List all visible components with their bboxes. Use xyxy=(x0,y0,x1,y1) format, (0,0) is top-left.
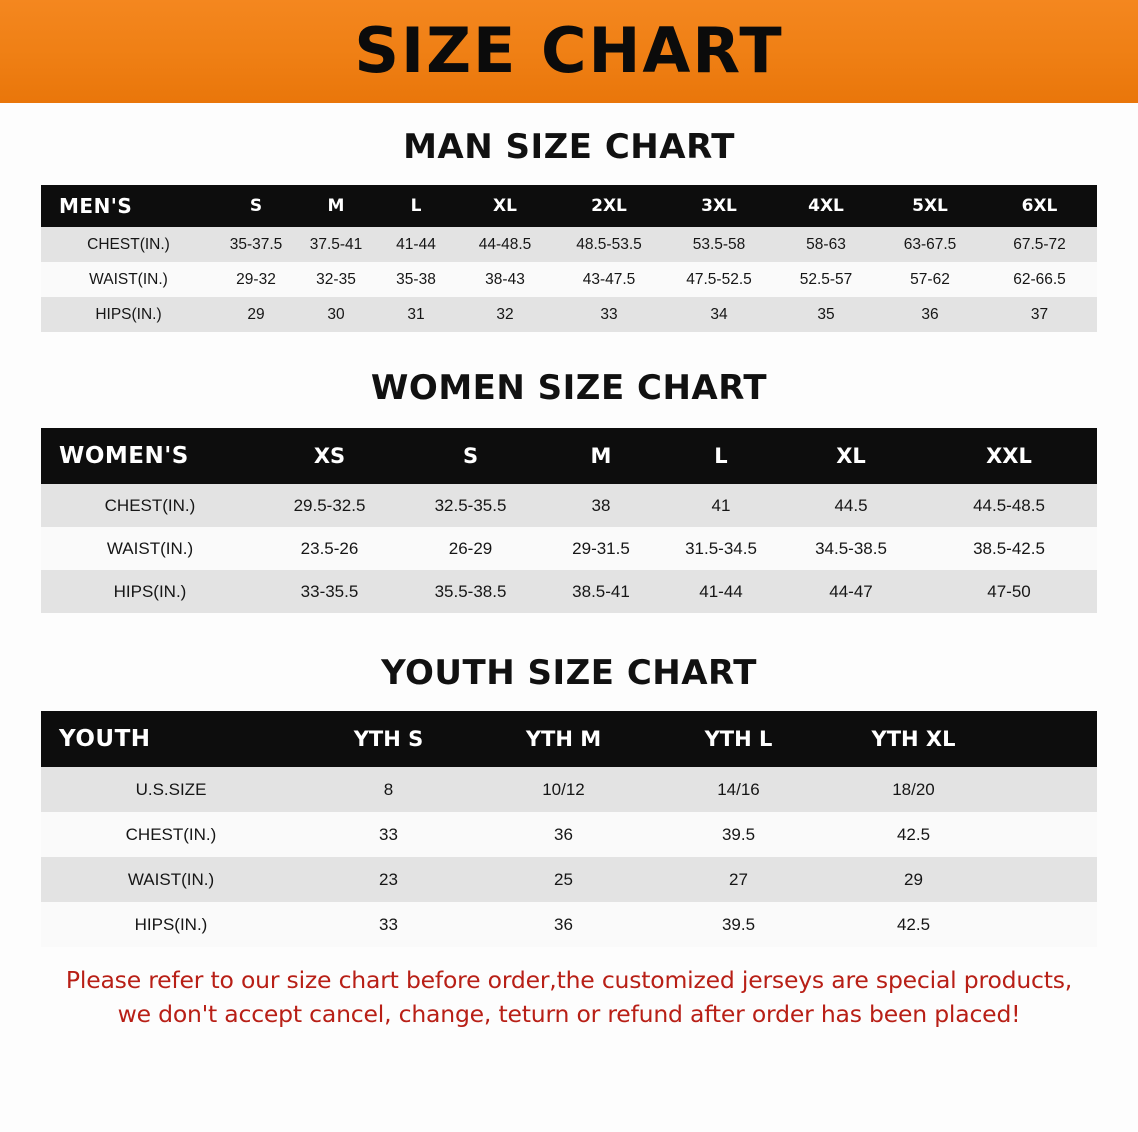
table-cell: 29 xyxy=(826,857,1001,902)
table-cell: 30 xyxy=(296,297,376,332)
man-header-cell: 5XL xyxy=(878,185,982,227)
row-label: WAIST(IN.) xyxy=(41,262,216,297)
disclaimer-line-1: Please refer to our size chart before order,the customized jerseys are special products, xyxy=(65,966,1073,994)
table-cell: 26-29 xyxy=(400,527,541,570)
table-cell: 35-37.5 xyxy=(216,227,296,262)
women-header-cell: M xyxy=(541,428,661,484)
row-label: HIPS(IN.) xyxy=(41,297,216,332)
youth-table-header-row xyxy=(41,711,1097,767)
table-cell: 41-44 xyxy=(376,227,456,262)
man-size-table xyxy=(41,185,1097,332)
women-header-cell: XL xyxy=(781,428,921,484)
table-cell: 36 xyxy=(878,297,982,332)
man-size-table-wrap xyxy=(41,185,1097,332)
man-header-cell: S xyxy=(216,185,296,227)
table-cell: 63-67.5 xyxy=(878,227,982,262)
table-cell: 39.5 xyxy=(651,812,826,857)
table-cell: 44-47 xyxy=(781,570,921,613)
row-label: CHEST(IN.) xyxy=(41,484,259,527)
women-header-cell: XS xyxy=(259,428,400,484)
man-header-cell: L xyxy=(376,185,456,227)
table-cell: 23 xyxy=(301,857,476,902)
table-row xyxy=(41,297,1097,332)
man-header-cell: XL xyxy=(456,185,554,227)
table-cell: 41-44 xyxy=(661,570,781,613)
table-cell: 43-47.5 xyxy=(554,262,664,297)
table-cell: 41 xyxy=(661,484,781,527)
table-cell: 42.5 xyxy=(826,812,1001,857)
table-cell: 32 xyxy=(456,297,554,332)
table-cell: 47.5-52.5 xyxy=(664,262,774,297)
table-row xyxy=(41,902,1097,947)
table-cell: 32.5-35.5 xyxy=(400,484,541,527)
table-row xyxy=(41,484,1097,527)
man-header-cell: MEN'S xyxy=(41,185,216,227)
man-header-cell: 2XL xyxy=(554,185,664,227)
women-header-cell: WOMEN'S xyxy=(41,428,259,484)
table-cell: 36 xyxy=(476,902,651,947)
table-cell: 48.5-53.5 xyxy=(554,227,664,262)
table-cell: 67.5-72 xyxy=(982,227,1097,262)
youth-size-table-wrap xyxy=(41,711,1097,947)
table-row xyxy=(41,262,1097,297)
table-cell: 52.5-57 xyxy=(774,262,878,297)
youth-size-table xyxy=(41,711,1097,947)
table-cell: 18/20 xyxy=(826,767,1001,812)
man-header-cell: 4XL xyxy=(774,185,878,227)
row-label: U.S.SIZE xyxy=(41,767,301,812)
table-cell-spacer xyxy=(1001,857,1097,902)
table-cell: 37 xyxy=(982,297,1097,332)
row-label: HIPS(IN.) xyxy=(41,902,301,947)
table-cell: 34.5-38.5 xyxy=(781,527,921,570)
table-cell: 35 xyxy=(774,297,878,332)
table-cell: 31 xyxy=(376,297,456,332)
table-cell-spacer xyxy=(1001,902,1097,947)
row-label: CHEST(IN.) xyxy=(41,227,216,262)
table-cell: 23.5-26 xyxy=(259,527,400,570)
table-cell: 8 xyxy=(301,767,476,812)
table-cell: 42.5 xyxy=(826,902,1001,947)
women-section-title: WOMEN SIZE CHART xyxy=(370,368,768,408)
disclaimer-line-2: we don't accept cancel, change, teturn or refund after order has been placed! xyxy=(117,1000,1021,1029)
table-cell: 25 xyxy=(476,857,651,902)
man-section-title: MAN SIZE CHART xyxy=(403,127,735,167)
women-size-table-wrap xyxy=(41,428,1097,613)
banner xyxy=(0,0,1138,103)
man-table-header-row xyxy=(41,185,1097,227)
table-cell: 39.5 xyxy=(651,902,826,947)
table-cell: 58-63 xyxy=(774,227,878,262)
table-cell: 29-32 xyxy=(216,262,296,297)
row-label: CHEST(IN.) xyxy=(41,812,301,857)
youth-header-spacer xyxy=(1001,711,1097,767)
table-cell: 34 xyxy=(664,297,774,332)
table-cell: 38.5-42.5 xyxy=(921,527,1097,570)
man-header-cell: 6XL xyxy=(982,185,1097,227)
table-cell: 29-31.5 xyxy=(541,527,661,570)
table-row xyxy=(41,857,1097,902)
women-header-cell: L xyxy=(661,428,781,484)
women-header-cell: XXL xyxy=(921,428,1097,484)
disclaimer-note xyxy=(39,963,1099,1031)
table-cell: 57-62 xyxy=(878,262,982,297)
table-cell: 44.5-48.5 xyxy=(921,484,1097,527)
table-cell: 33 xyxy=(301,902,476,947)
youth-header-cell: YTH L xyxy=(651,711,826,767)
table-cell: 29.5-32.5 xyxy=(259,484,400,527)
women-table-header-row xyxy=(41,428,1097,484)
table-cell: 35.5-38.5 xyxy=(400,570,541,613)
table-cell: 62-66.5 xyxy=(982,262,1097,297)
women-size-table xyxy=(41,428,1097,613)
table-row xyxy=(41,227,1097,262)
table-cell: 38-43 xyxy=(456,262,554,297)
table-cell: 27 xyxy=(651,857,826,902)
table-cell: 53.5-58 xyxy=(664,227,774,262)
banner-title: SIZE CHART xyxy=(354,13,784,87)
table-cell: 10/12 xyxy=(476,767,651,812)
man-header-cell: 3XL xyxy=(664,185,774,227)
row-label: WAIST(IN.) xyxy=(41,527,259,570)
table-row xyxy=(41,527,1097,570)
table-cell: 14/16 xyxy=(651,767,826,812)
table-row xyxy=(41,812,1097,857)
women-header-cell: S xyxy=(400,428,541,484)
table-cell: 33 xyxy=(554,297,664,332)
youth-header-cell: YTH S xyxy=(301,711,476,767)
table-cell: 35-38 xyxy=(376,262,456,297)
table-cell: 36 xyxy=(476,812,651,857)
table-cell: 32-35 xyxy=(296,262,376,297)
table-cell: 38.5-41 xyxy=(541,570,661,613)
table-cell: 44-48.5 xyxy=(456,227,554,262)
table-row xyxy=(41,570,1097,613)
youth-header-cell: YTH XL xyxy=(826,711,1001,767)
table-cell-spacer xyxy=(1001,812,1097,857)
table-cell: 38 xyxy=(541,484,661,527)
table-cell-spacer xyxy=(1001,767,1097,812)
table-cell: 33-35.5 xyxy=(259,570,400,613)
table-cell: 37.5-41 xyxy=(296,227,376,262)
table-row xyxy=(41,767,1097,812)
man-header-cell: M xyxy=(296,185,376,227)
row-label: WAIST(IN.) xyxy=(41,857,301,902)
table-cell: 47-50 xyxy=(921,570,1097,613)
table-cell: 31.5-34.5 xyxy=(661,527,781,570)
youth-header-cell: YOUTH xyxy=(41,711,301,767)
table-cell: 44.5 xyxy=(781,484,921,527)
table-cell: 33 xyxy=(301,812,476,857)
youth-header-cell: YTH M xyxy=(476,711,651,767)
youth-section-title: YOUTH SIZE CHART xyxy=(381,653,757,693)
table-cell: 29 xyxy=(216,297,296,332)
row-label: HIPS(IN.) xyxy=(41,570,259,613)
